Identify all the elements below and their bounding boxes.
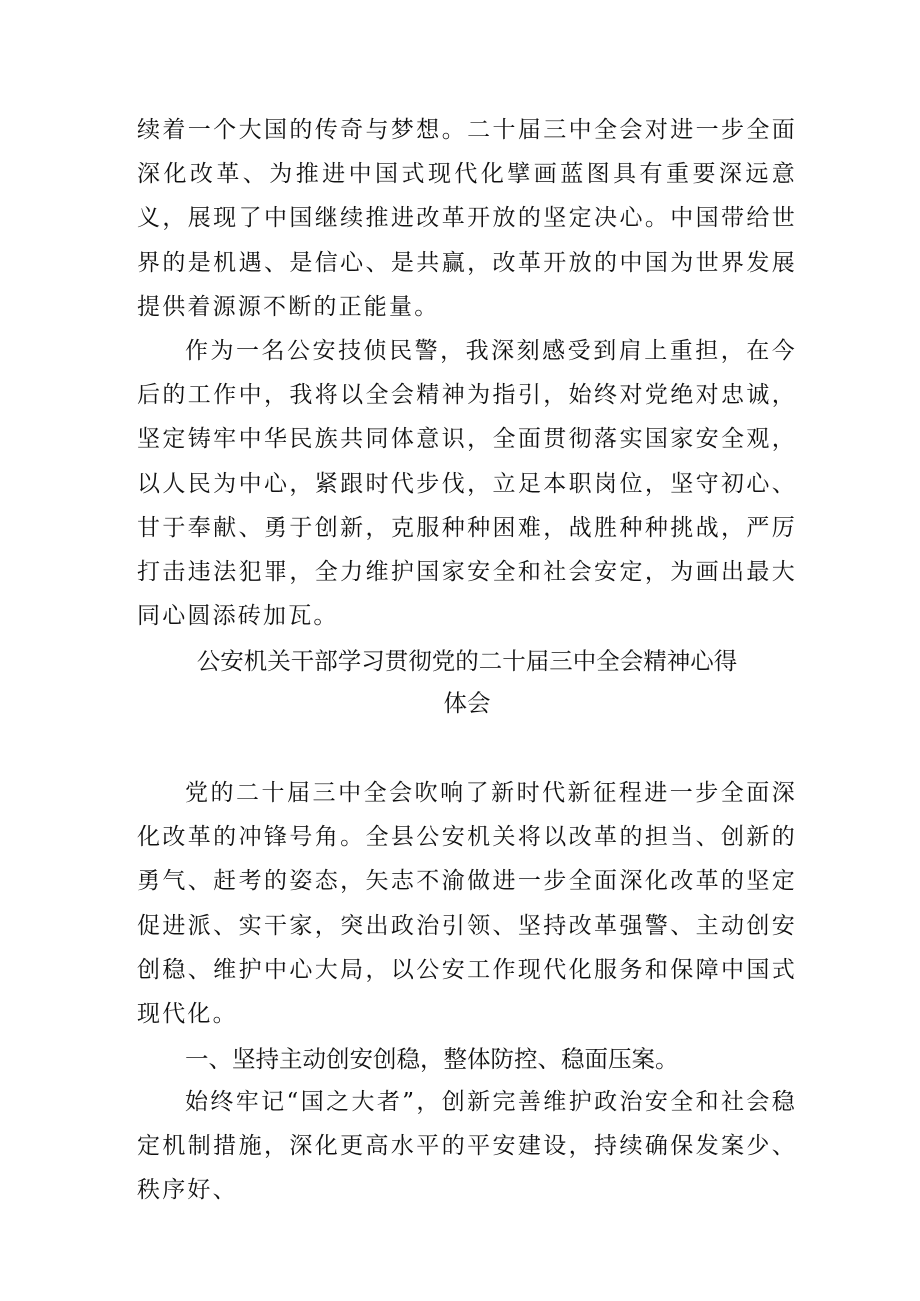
paragraph-section-1: 始终牢记“国之大者”，创新完善维护政治安全和社会稳定机制措施，深化更高水平的平安建设，持续确保发案少、秩序好、 — [137, 1089, 797, 1204]
paragraph-continuation: 续着一个大国的传奇与梦想。二十届三中全会对进一步全面深化改革、为推进中国式现代化擘画蓝图具有重要深远意义，展现了中国继续推进改革开放的坚定决心。中国带给世界的是机遇、是信心、是共赢，改革开放的中国为世界发展提供着源源不断的正能量。 — [137, 117, 797, 320]
article-title-line-2: 体会 — [443, 689, 491, 717]
section-heading-1: 一、坚持主动创安创稳，整体防控、稳面压案。 — [185, 1045, 679, 1073]
paragraph-officer-commitment: 作为一名公安技侦民警，我深刻感受到肩上重担，在今后的工作中，我将以全会精神为指引，始终对党绝对忠诚，坚定铸牢中华民族共同体意识，全面贯彻落实国家安全观，以人民为中心，紧跟时代步伐，立足本职岗位，坚守初心、甘于奉献、勇于创新，克服种种困难，战胜种种挑战，严厉打击违法犯罪，全力维护国家安全和社会安定，为画出最大同心圆添砖加瓦。 — [137, 338, 797, 630]
paragraph-intro: 党的二十届三中全会吹响了新时代新征程进一步全面深化改革的冲锋号角。全县公安机关将以改革的担当、创新的勇气、赶考的姿态，矢志不渝做进一步全面深化改革的坚定促进派、实干家，突出政治引领、坚持改革强警、主动创安创稳、维护中心大局，以公安工作现代化服务和保障中国式现代化。 — [137, 780, 797, 1028]
article-title-line-1: 公安机关干部学习贯彻党的二十届三中全会精神心得 — [196, 647, 738, 675]
article-title — [137, 640, 797, 724]
